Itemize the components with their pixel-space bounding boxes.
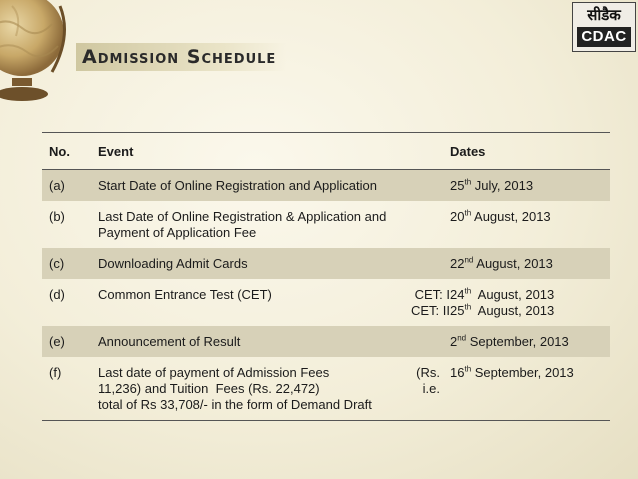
page-title: Admission Schedule	[76, 43, 286, 71]
table-row	[42, 248, 610, 279]
row-event: Common Entrance Test (CET) CET: I CET: II	[98, 287, 450, 318]
logo-cdac-text: CDAC	[577, 27, 631, 47]
row-no: (b)	[49, 209, 65, 224]
row-event: Last Date of Online Registration & Application and Payment of Application Fee	[98, 209, 387, 240]
table-row	[42, 201, 610, 248]
row-event: Announcement of Result	[98, 326, 450, 357]
header-no: No.	[49, 143, 70, 159]
table-row	[42, 326, 610, 357]
cdac-logo	[572, 2, 636, 52]
row-date: 20th August, 2013	[450, 208, 551, 224]
globe-image	[0, 0, 68, 104]
admission-schedule-table	[42, 132, 610, 421]
row-date: 24th August, 2013 25th August, 2013	[450, 286, 555, 318]
row-date: 2nd September, 2013	[450, 326, 610, 357]
cet-1-label: CET: I	[414, 287, 450, 302]
row-date: 16th September, 2013	[450, 364, 574, 380]
table-row	[42, 170, 610, 202]
table-header-row	[42, 133, 610, 170]
logo-hindi-text: सीडैक	[587, 6, 621, 24]
row-no: (d)	[49, 287, 65, 302]
row-no: (e)	[42, 326, 98, 357]
header-event: Event	[98, 143, 134, 159]
row-date: 22nd August, 2013	[450, 248, 610, 279]
row-no: (f)	[49, 365, 62, 380]
row-no: (c)	[42, 248, 98, 279]
row-event: Last date of payment of Admission Fees (Rs. 11,236) and Tuition Fees (Rs. 22,472) i.e. total of Rs 33,708/- in the form of Demand Draft	[98, 365, 440, 412]
table-row	[42, 279, 610, 326]
row-date: 25th July, 2013	[450, 170, 610, 202]
cet-2-label: CET: II	[410, 303, 450, 318]
table-row	[42, 357, 610, 421]
row-no: (a)	[42, 170, 98, 202]
row-event: Downloading Admit Cards	[98, 248, 450, 279]
row-event: Start Date of Online Registration and Application	[98, 170, 450, 202]
header-dates: Dates	[450, 143, 486, 159]
